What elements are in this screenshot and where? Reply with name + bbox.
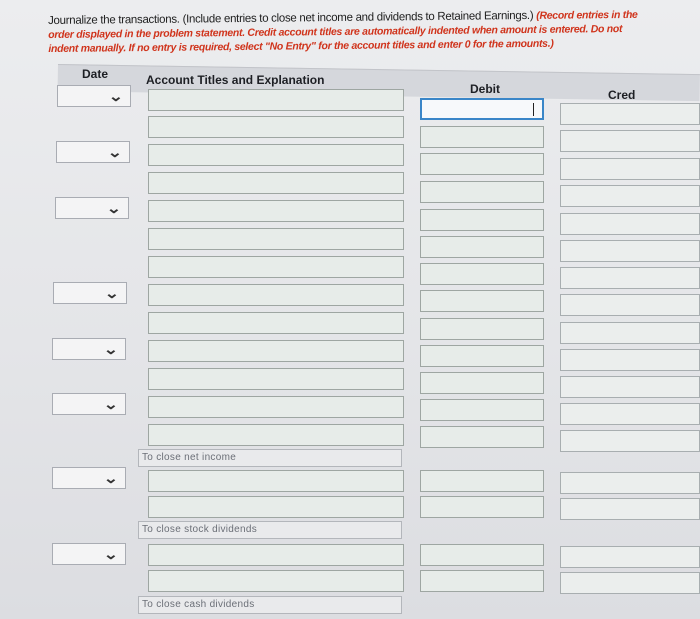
chevron-down-icon: ⌄ — [103, 546, 119, 562]
explanation-close-net-income: To close net income — [138, 449, 402, 467]
date-select[interactable] — [52, 393, 126, 415]
debit-input[interactable] — [420, 318, 544, 340]
chevron-down-icon: ⌄ — [104, 285, 120, 301]
account-title-input[interactable] — [148, 89, 404, 111]
credit-input[interactable] — [560, 294, 700, 316]
credit-input[interactable] — [560, 498, 700, 520]
account-titles-header: Account Titles and Explanation — [146, 73, 325, 87]
date-select[interactable] — [57, 85, 131, 107]
date-select[interactable] — [56, 141, 130, 163]
instructions-note: (Record entries in the order displayed in the problem statement. Credit account titles are automatically indented when amount is entered. Do not indent manually. If no entry is required, select "No Entry" for the account titles and enter 0 for the amounts.) — [48, 8, 638, 55]
account-title-input[interactable] — [148, 496, 404, 518]
credit-input[interactable] — [560, 130, 700, 152]
account-title-input[interactable] — [148, 144, 404, 166]
credit-input[interactable] — [560, 472, 700, 494]
chevron-down-icon: ⌄ — [103, 396, 119, 412]
instructions — [48, 8, 648, 56]
debit-input[interactable] — [420, 544, 544, 566]
date-select[interactable] — [55, 197, 129, 219]
date-select[interactable] — [52, 338, 126, 360]
credit-input[interactable] — [560, 267, 700, 289]
credit-input[interactable] — [560, 185, 700, 207]
debit-input[interactable] — [420, 153, 544, 175]
date-select[interactable] — [52, 467, 126, 489]
credit-input[interactable] — [560, 376, 700, 398]
text-cursor — [533, 103, 534, 116]
account-title-input[interactable] — [148, 544, 404, 566]
credit-input[interactable] — [560, 322, 700, 344]
account-title-input[interactable] — [148, 570, 404, 592]
credit-input[interactable] — [560, 103, 700, 125]
account-title-input[interactable] — [148, 424, 404, 446]
credit-input[interactable] — [560, 572, 700, 594]
date-select[interactable] — [52, 543, 126, 565]
credit-input[interactable] — [560, 546, 700, 568]
date-header: Date — [82, 67, 109, 81]
debit-input[interactable] — [420, 263, 544, 285]
account-title-input[interactable] — [148, 340, 404, 362]
chevron-down-icon: ⌄ — [108, 88, 124, 104]
debit-input[interactable] — [420, 470, 544, 492]
debit-input[interactable] — [420, 399, 544, 421]
debit-input[interactable] — [420, 345, 544, 367]
account-title-input[interactable] — [148, 470, 404, 492]
instructions-main: Journalize the transactions. (Include entries to close net income and dividends to Retained Earnings.) — [48, 9, 534, 27]
debit-input[interactable] — [420, 290, 544, 312]
date-select[interactable] — [53, 282, 127, 304]
chevron-down-icon: ⌄ — [107, 144, 123, 160]
chevron-down-icon: ⌄ — [106, 200, 122, 216]
debit-input[interactable] — [420, 426, 544, 448]
debit-input[interactable] — [420, 126, 544, 148]
chevron-down-icon: ⌄ — [103, 470, 119, 486]
credit-input[interactable] — [560, 430, 700, 452]
debit-input[interactable] — [420, 98, 544, 120]
account-title-input[interactable] — [148, 284, 404, 306]
account-title-input[interactable] — [148, 116, 404, 138]
account-title-input[interactable] — [148, 396, 404, 418]
credit-input[interactable] — [560, 240, 700, 262]
account-title-input[interactable] — [148, 256, 404, 278]
credit-input[interactable] — [560, 349, 700, 371]
account-title-input[interactable] — [148, 200, 404, 222]
account-title-input[interactable] — [148, 312, 404, 334]
credit-input[interactable] — [560, 158, 700, 180]
debit-header: Debit — [470, 82, 500, 96]
debit-input[interactable] — [420, 496, 544, 518]
explanation-close-stock-dividends: To close stock dividends — [138, 521, 402, 539]
debit-input[interactable] — [420, 236, 544, 258]
debit-input[interactable] — [420, 181, 544, 203]
account-title-input[interactable] — [148, 172, 404, 194]
account-title-input[interactable] — [148, 228, 404, 250]
chevron-down-icon: ⌄ — [103, 341, 119, 357]
debit-input[interactable] — [420, 209, 544, 231]
account-title-input[interactable] — [148, 368, 404, 390]
credit-header: Cred — [608, 88, 636, 102]
credit-input[interactable] — [560, 403, 700, 425]
debit-input[interactable] — [420, 372, 544, 394]
credit-input[interactable] — [560, 213, 700, 235]
explanation-close-cash-dividends: To close cash dividends — [138, 596, 402, 614]
debit-input[interactable] — [420, 570, 544, 592]
